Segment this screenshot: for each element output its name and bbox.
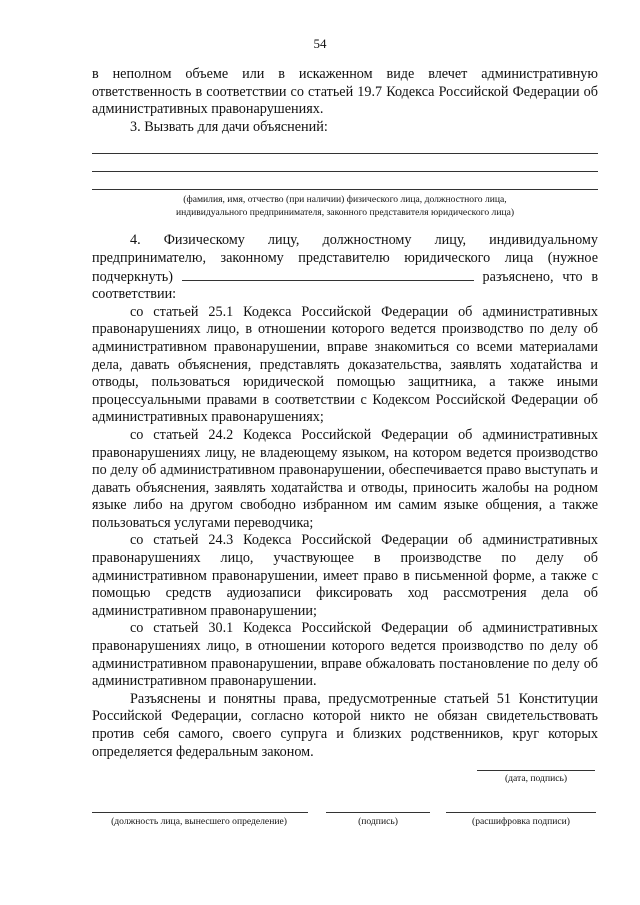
item-3-heading: 3. Вызвать для дачи объяснений:	[130, 118, 328, 135]
item-4-blank-field[interactable]	[182, 268, 474, 281]
article-24-2: со статьей 24.2 Кодекса Российской Федерации об административных правонарушениях лицу, не владеющему языком, на котором ведется производство по делу об административном правонарушении, обеспечивается право выступать и давать объяснения, заявлять ходатайства и отводы, приносить жалобы на родном языке либо на другом свободно избранном им самим языке общения, а также пользоваться услугами переводчика;	[92, 426, 598, 531]
item-4-text: 4. Физическому лицу, должностному лицу, индивидуальному предпринимателю, законному представителю юридического лица (нужное подчеркнуть)	[92, 232, 598, 285]
caption-fio	[92, 193, 598, 219]
caption-signature: (подпись)	[358, 816, 398, 827]
official-position-line[interactable]	[92, 812, 308, 813]
caption-signature-decoding: (расшифровка подписи)	[472, 816, 570, 827]
caption-official-position: (должность лица, вынесшего определение)	[111, 816, 287, 827]
caption-fio-line-2: индивидуального предпринимателя, законного представителя юридического лица)	[175, 207, 515, 219]
caption-date-signature: (дата, подпись)	[504, 773, 568, 784]
caption-fio-line-1: (фамилия, имя, отчество (при наличии) физического лица, должностного лица,	[183, 194, 507, 206]
signature-line[interactable]	[326, 812, 430, 813]
article-24-3: со статьей 24.3 Кодекса Российской Федерации об административных правонарушениях лицо, участвующее в производстве по делу об административном правонарушении, имеет право в письменной форме, а также с помощью средств аудиозаписи фиксировать ход рассмотрения дела об административном правонарушении;	[92, 532, 598, 619]
blank-line-2[interactable]	[92, 154, 598, 172]
article-30-1: со статьей 30.1 Кодекса Российской Федерации об административных правонарушениях лицо, в отношении которого ведется производство по делу об административном правонарушении, вправе обжаловать постановление по делу об административном правонарушении.	[92, 620, 598, 690]
page-number: 54	[313, 36, 327, 51]
rights-explained: Разъяснены и понятны права, предусмотренные статьей 51 Конституции Российской Федерации, согласно которой никто не обязан свидетельствовать против себя самого, своего супруга и близких родственников, круг которых определяется федеральным законом.	[92, 690, 598, 760]
blank-line-3[interactable]	[92, 172, 598, 190]
item-4-text-end: разъяснено, что в соответствии:	[92, 268, 599, 303]
item-4-paragraph	[92, 232, 598, 303]
signature-decoding-line[interactable]	[446, 812, 596, 813]
article-25-1: со статьей 25.1 Кодекса Российской Федерации об административных правонарушениях лицо, в отношении которого ведется производство по делу об административном правонарушении, вправе знакомиться со всеми материалами дела, давать объяснения, представлять доказательства, заявлять ходатайства и отводы, пользоваться юридической помощью защитника, а также иными процессуальными правами в соответствии с Кодексом Российской Федерации об административных правонарушениях;	[92, 303, 598, 426]
paragraph-continuation: в неполном объеме или в искаженном виде влечет административную ответственность в соответствии со статьей 19.7 Кодекса Российской Федерации об административных правонарушениях.	[92, 66, 598, 118]
blank-line-1[interactable]	[92, 136, 598, 154]
document-body	[92, 66, 598, 761]
date-signature-line[interactable]	[477, 770, 595, 771]
